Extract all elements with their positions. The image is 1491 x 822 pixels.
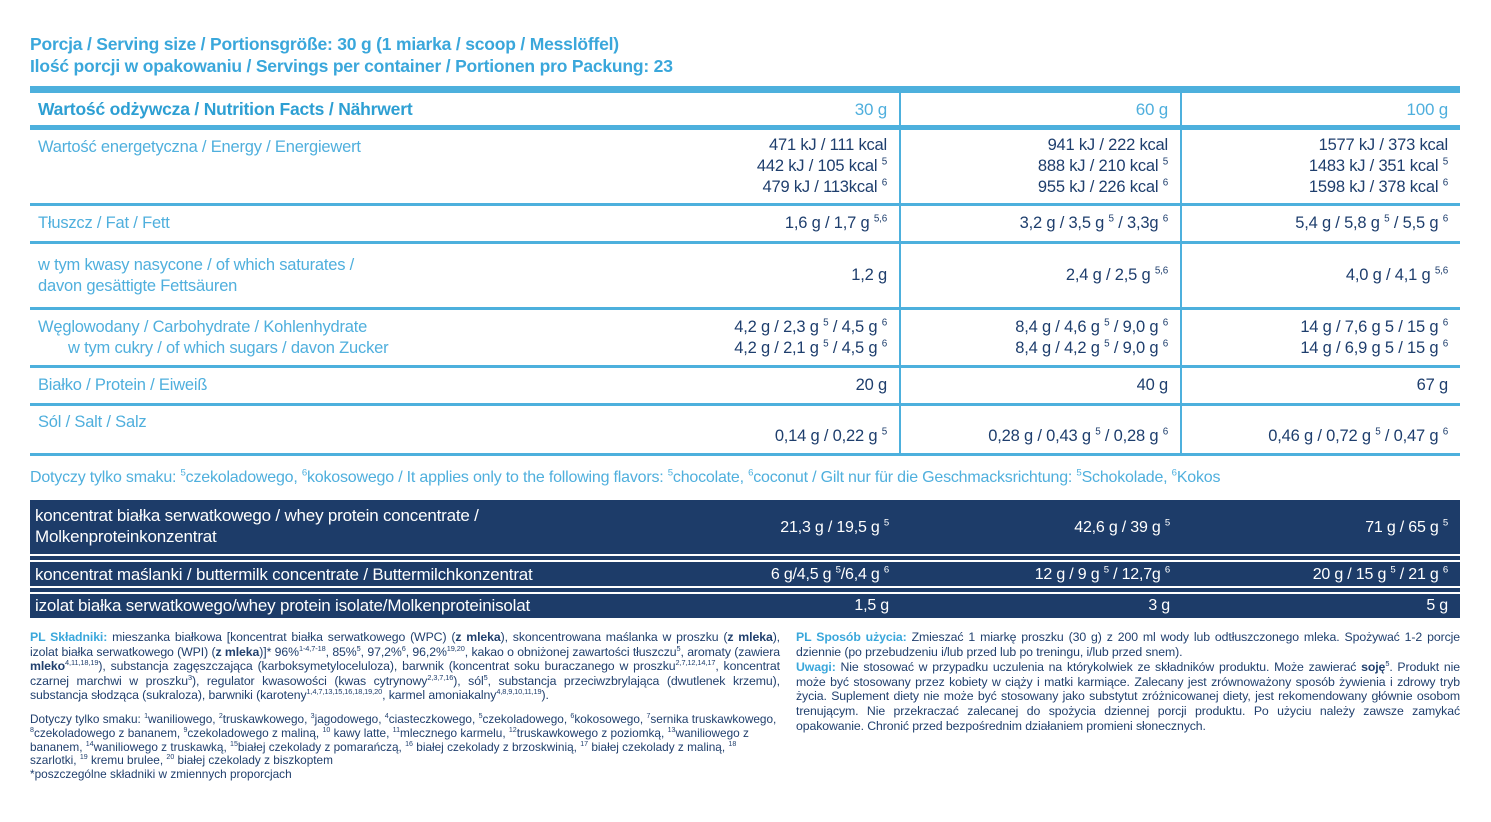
- row-saturates-label: [30, 255, 661, 297]
- row-wpc-label: [30, 500, 661, 547]
- cell-wpc-100g: [1182, 500, 1460, 554]
- row-carbohydrate: [30, 310, 1460, 368]
- row-saturates: [30, 244, 1460, 310]
- row-whey-protein-isolate: [30, 594, 1460, 618]
- usage-column: [796, 630, 1460, 782]
- cell-buttermilk-100g: [1182, 562, 1460, 586]
- fine-print: [30, 630, 1460, 782]
- cell-energy-60g: [901, 130, 1182, 203]
- value-line: 42,6 g / 39 g $^5$: [1074, 517, 1170, 536]
- cell-carbohydrate-100g: [1182, 310, 1460, 365]
- label-line: davon gesättigte Fettsäuren: [38, 276, 238, 295]
- row-energy: [30, 130, 1460, 206]
- value-line: 14 g / 7,6 g 5 / 15 g $^6$: [1300, 317, 1448, 336]
- serving-info: [30, 33, 1460, 77]
- value-line: 71 g / 65 g $^5$: [1365, 517, 1448, 536]
- row-fat: [30, 206, 1460, 244]
- value-line: 2,4 g / 2,5 g $^{5,6}$: [1065, 265, 1168, 284]
- cell-protein-100g: [1182, 368, 1460, 403]
- column-header-30g: 30 g: [661, 93, 901, 125]
- value-line: 12 g / 9 g $^5$ / 12,7g $^6$: [1034, 564, 1170, 583]
- warnings-paragraph: Uwagi: Nie stosować w przypadku uczulenia na którykolwiek ze składników produktu. Może zawierać soję$^5$. Produkt nie może być stosowany przez kobiety w ciąży i matki karmiące. Zalecany jest zrównoważony sposób żywienia i zdrowy tryb życia. Suplement diety nie może być stosowany jako substytut zróżnicowanej diety, jest rekomendowany głównie osobom trenującym. Nie przekraczać zalecanej do spożycia dziennej porcji produktu. Po użyciu należy zawsze zamykać opakowanie. Chronić przed bezpośrednim działaniem promieni słonecznych.: [796, 659, 1460, 733]
- dark-table-divider: [30, 586, 1460, 594]
- value-line: 1598 kJ / 378 kcal $^6$: [1308, 177, 1448, 196]
- cell-wpc-60g: [901, 500, 1182, 554]
- value-line: 4,0 g / 4,1 g $^{5,6}$: [1345, 265, 1448, 284]
- value-line: 8,4 g / 4,6 g $^5$ / 9,0 g $^6$: [1015, 317, 1168, 336]
- cell-carbohydrate-60g: [901, 310, 1182, 365]
- value-line: 3,2 g / 3,5 g $^5$ / 3,3g $^6$: [1019, 213, 1168, 232]
- value-line: 888 kJ / 210 kcal $^5$: [1037, 156, 1168, 175]
- cell-wpi-100g: [1182, 594, 1460, 616]
- row-protein-label: [30, 375, 661, 396]
- value-line: 471 kJ / 111 kcal: [769, 136, 887, 154]
- row-carbohydrate-label: [30, 317, 661, 359]
- ingredients-column: [30, 630, 780, 782]
- row-salt-label: [30, 406, 661, 433]
- value-line: 8,4 g / 4,2 g $^5$ / 9,0 g $^6$: [1015, 338, 1168, 357]
- value-line: 1,6 g / 1,7 g $^{5,6}$: [784, 213, 887, 232]
- label-line: koncentrat białka serwatkowego / whey protein concentrate /: [35, 506, 479, 525]
- cell-fat-100g: [1182, 206, 1460, 241]
- cell-fat-30g: [661, 206, 901, 241]
- value-line: 21,3 g / 19,5 g $^5$: [780, 517, 889, 536]
- table-header-row: [30, 93, 1460, 125]
- label-line: Węglowodany / Carbohydrate / Kohlenhydrate: [38, 317, 368, 336]
- cell-buttermilk-60g: [901, 562, 1182, 586]
- label-line-sugars: w tym cukry / of which sugars / davon Zucker: [68, 338, 389, 357]
- label-line: koncentrat maślanki / buttermilk concentrate / Buttermilchkonzentrat: [35, 564, 533, 584]
- value-line: 20 g / 15 g $^5$ / 21 g $^6$: [1312, 564, 1448, 583]
- cell-buttermilk-30g: [661, 562, 901, 586]
- row-salt: [30, 406, 1460, 456]
- cell-salt-30g: [661, 406, 901, 453]
- value-line: 67 g: [1416, 376, 1448, 394]
- value-line: 1577 kJ / 373 kcal: [1318, 136, 1448, 154]
- cell-wpc-30g: [661, 500, 901, 554]
- flavor-footnote-paragraph: Dotyczy tylko smaku: $^1$waniliowego, $^2$truskawkowego, $^3$jagodowego, $^4$ciasteczkowego, $^5$czekoladowego, $^6$kokosowego, $^7$sernika truskawkowego, $^8$czekoladowego z bananem, $^9$czekoladowego z maliną, $^{10}$ kawy latte, $^{11}$mlecznego karmelu, $^{12}$truskawkowego z poziomką, $^{13}$waniliowego z bananem, $^{14}$waniliowego z truskawką, $^{15}$białej czekolady z pomarańczą, $^{16}$ białej czekolady z brzoskwinią, $^{17}$ białej czekolady z maliną, $^{18}$ szarlotki, $^{19}$ kremu brulee, $^{20}$ białej czekolady z biszkoptem: [30, 711, 777, 768]
- column-header-60g: 60 g: [901, 93, 1182, 125]
- ingredients-paragraph: PL Składniki: mieszanka białkowa [koncentrat białka serwatkowego (WPC) (z mleka), skoncentrowana maślanka w proszku (z mleka), izolat białka serwatkowego (WPI) (z mleka)]* 96%$^{1-4,7-18}$, 85%$^5$, 97,2%$^6$, 96,2%$^{19,20}$, kakao o obniżonej zawartości tłuszczu$^5$, aromaty (zawiera mleko$^{4,11,18,19}$), substancja zagęszczająca (karboksymetyloceluloza), barwnik (koncentrat soku buraczanego w proszku$^{2,7,12,14,17}$, koncentrat czarnej marchwi w proszku$^3$), regulator kwasowości (kwas cytrynowy$^{2,3,7,16}$), sól$^5$, substancja przeciwzbrylająca (dwutlenek krzemu), substancja słodząca (sukraloza), barwniki (karoteny$^{1,4,7,13,15,16,18,19,20}$, karmel amoniakalny$^{4,8,9,10,11,19}$).: [30, 630, 780, 703]
- asterisk-note: *poszczególne składniki w zmiennych proporcjach: [30, 767, 292, 782]
- row-buttermilk-label: [30, 564, 661, 585]
- row-energy-label: [30, 130, 661, 158]
- value-line: 0,14 g / 0,22 g $^5$: [774, 426, 887, 445]
- label-line: izolat białka serwatkowego/whey protein isolate/Molkenproteinisolat: [35, 595, 530, 615]
- cell-saturates-30g: [661, 244, 901, 307]
- nutrition-facts-table: [30, 86, 1460, 456]
- servings-per-container-line: Ilość porcji w opakowaniu / Servings per container / Portionen pro Packung: 23: [30, 56, 673, 76]
- cell-wpi-60g: [901, 594, 1182, 616]
- row-fat-label: [30, 213, 661, 234]
- value-line: 5,4 g / 5,8 g $^5$ / 5,5 g $^6$: [1295, 213, 1448, 232]
- dark-table-divider: [30, 554, 1460, 562]
- value-line: 4,2 g / 2,1 g $^5$ / 4,5 g $^6$: [734, 338, 887, 357]
- value-line: 5 g: [1426, 596, 1448, 614]
- label-line: Sól / Salt / Salz: [38, 413, 147, 431]
- value-line: 442 kJ / 105 kcal $^5$: [756, 156, 887, 175]
- column-header-100g: 100 g: [1406, 99, 1448, 119]
- row-whey-protein-concentrate: [30, 500, 1460, 554]
- flavor-footnotes: [30, 713, 780, 782]
- cell-carbohydrate-30g: [661, 310, 901, 365]
- value-line: 1483 kJ / 351 kcal $^5$: [1308, 156, 1448, 175]
- cell-saturates-100g: [1182, 244, 1460, 307]
- cell-protein-60g: [901, 368, 1182, 403]
- label-line: Tłuszcz / Fat / Fett: [38, 214, 170, 232]
- cell-fat-60g: [901, 206, 1182, 241]
- label-content: [0, 33, 1491, 782]
- cell-salt-100g: [1182, 406, 1460, 453]
- row-protein: [30, 368, 1460, 406]
- value-line: 0,46 g / 0,72 g $^5$ / 0,47 g $^6$: [1268, 426, 1448, 445]
- table-top-rule: [30, 86, 1460, 93]
- cell-saturates-60g: [901, 244, 1182, 307]
- value-line: 1,5 g: [854, 596, 889, 614]
- value-line: 20 g: [855, 376, 887, 394]
- flavors-note: Dotyczy tylko smaku: $^5$czekoladowego, $^6$kokosowego / It applies only to the following flavors: $^5$chocolate, $^6$coconut / Gilt nur für die Geschmacksrichtung: $^5$Schokolade, $^6$Kokos: [30, 467, 1221, 486]
- row-wpi-label: [30, 595, 661, 616]
- usage-paragraph: PL Sposób użycia: Zmieszać 1 miarkę proszku (30 g) z 200 ml wody lub odtłuszczonego mleka. Spożywać 1-2 porcje dziennie (po przebudzeniu i/lub przed lub po treningu, i/lub przed snem).: [796, 630, 1460, 659]
- label-line: Molkenproteinkonzentrat: [35, 527, 217, 546]
- row-buttermilk-concentrate: [30, 562, 1460, 586]
- cell-energy-30g: [661, 130, 901, 203]
- value-line: 0,28 g / 0,43 g $^5$ / 0,28 g $^6$: [988, 426, 1168, 445]
- cell-salt-60g: [901, 406, 1182, 453]
- cell-wpi-30g: [661, 594, 901, 616]
- value-line: 40 g: [1136, 376, 1168, 394]
- value-line: 6 g/4,5 g $^5$/6,4 g $^6$: [770, 564, 889, 583]
- value-line: 14 g / 6,9 g 5 / 15 g $^6$: [1300, 338, 1448, 357]
- value-line: 941 kJ / 222 kcal: [1047, 136, 1168, 154]
- serving-size-line: Porcja / Serving size / Portionsgröße: 30 g (1 miarka / scoop / Messlöffel): [30, 34, 619, 54]
- label-line: w tym kwasy nasycone / of which saturates /: [38, 255, 355, 274]
- protein-components-table: [30, 500, 1460, 618]
- value-line: 4,2 g / 2,3 g $^5$ / 4,5 g $^6$: [734, 317, 887, 336]
- value-line: 3 g: [1148, 596, 1170, 614]
- value-line: 1,2 g: [851, 266, 887, 284]
- value-line: 955 kJ / 226 kcal $^6$: [1037, 177, 1168, 196]
- cell-protein-30g: [661, 368, 901, 403]
- value-line: 479 kJ / 113kcal $^6$: [762, 177, 887, 196]
- cell-energy-100g: [1182, 130, 1460, 203]
- label-line: Białko / Protein / Eiweiß: [38, 376, 208, 394]
- table-title: Wartość odżywcza / Nutrition Facts / Nährwert: [38, 98, 413, 119]
- label-line: Wartość energetyczna / Energy / Energiewert: [38, 138, 361, 156]
